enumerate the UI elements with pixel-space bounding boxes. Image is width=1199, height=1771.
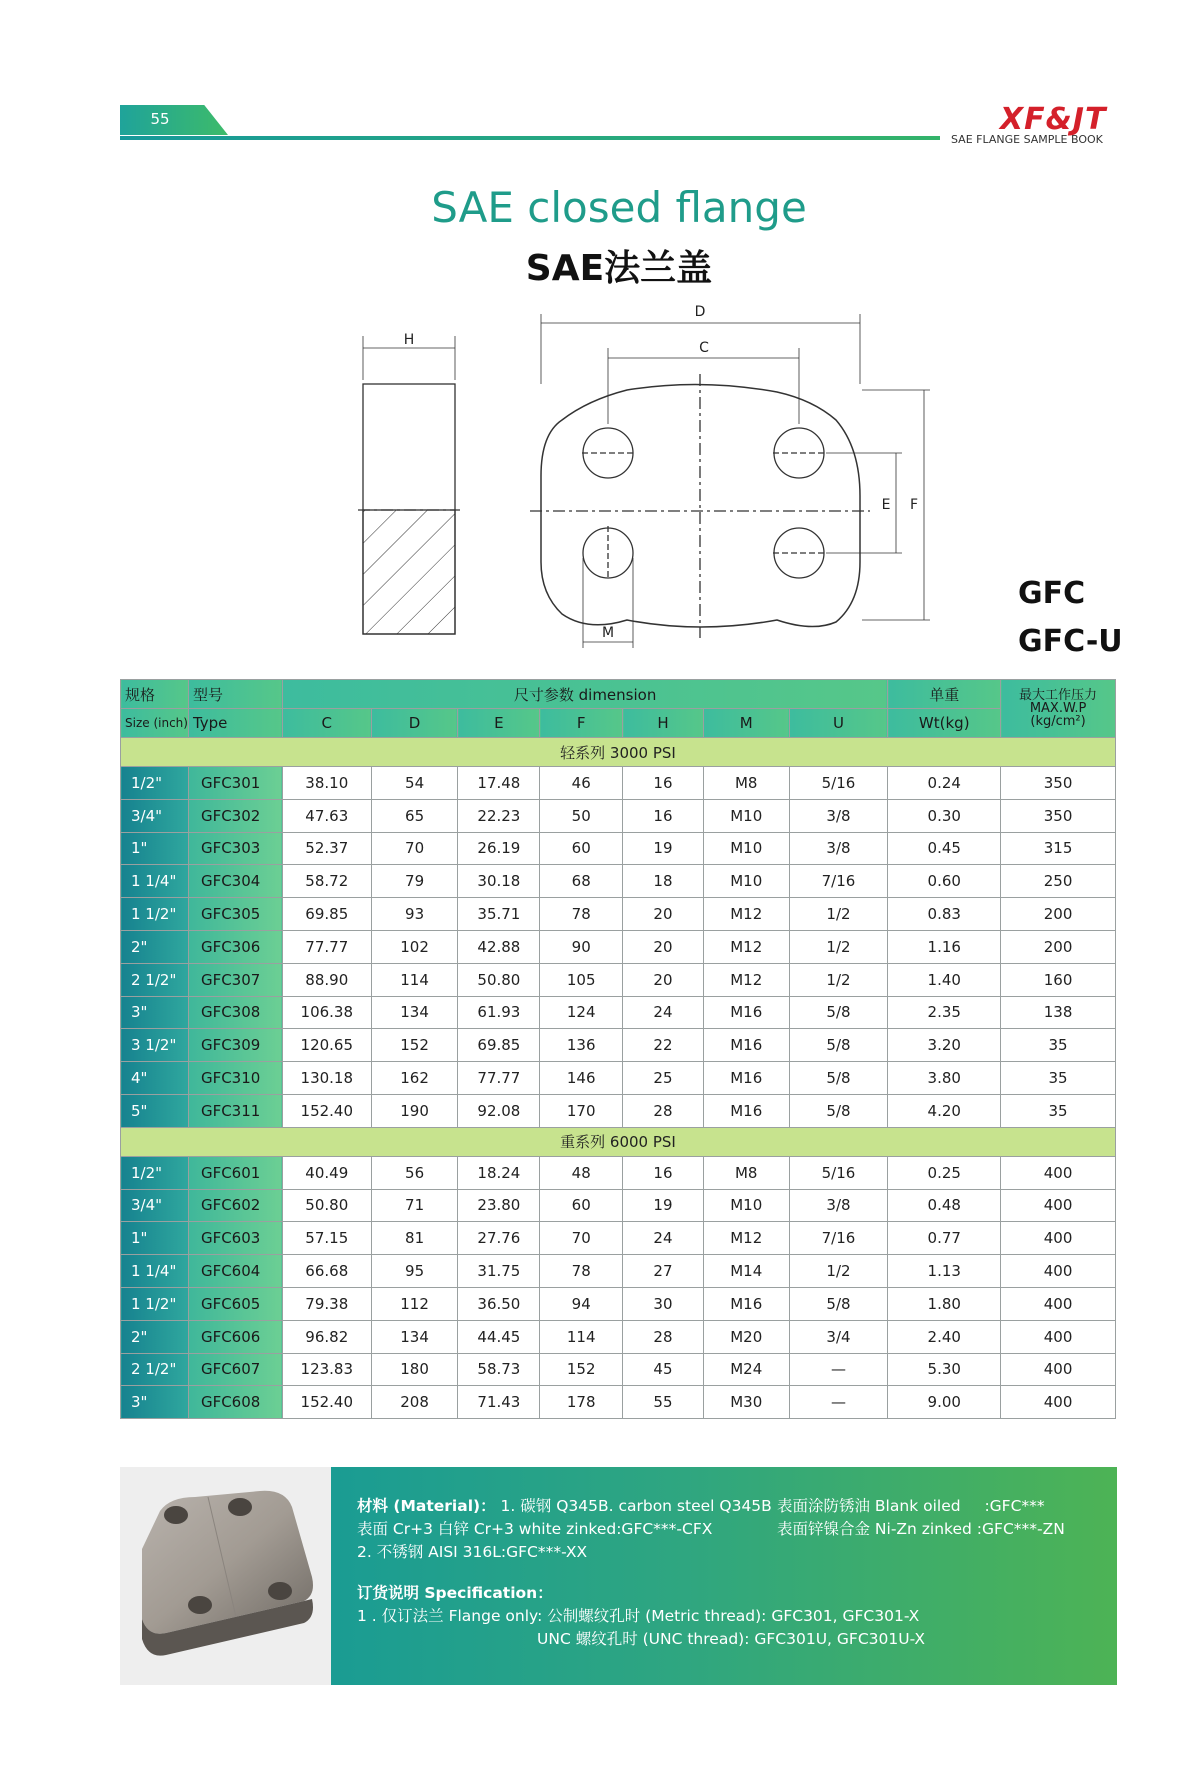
value-cell: 350 [1001, 767, 1116, 800]
value-cell: 38.10 [282, 767, 371, 800]
value-cell: 61.93 [458, 996, 540, 1029]
table-row [121, 1029, 1116, 1062]
product-code-gfc-u: GFC-U [1018, 624, 1123, 659]
value-cell: 5/8 [789, 1094, 888, 1127]
value-cell: 400 [1001, 1353, 1116, 1386]
material-line-1: 1. 碳钢 Q345B. carbon steel Q345B [500, 1497, 772, 1515]
value-cell: 35.71 [458, 898, 540, 931]
finish-1-label: 表面涂防锈油 Blank oiled [777, 1497, 961, 1515]
value-cell: 136 [540, 1029, 623, 1062]
value-cell: 1.40 [888, 963, 1001, 996]
value-cell: 57.15 [282, 1222, 371, 1255]
value-cell: 42.88 [458, 930, 540, 963]
table-row [121, 1320, 1116, 1353]
dim-label-c: C [699, 340, 709, 356]
size-cell: 1" [121, 1222, 189, 1255]
value-cell: 20 [623, 898, 704, 931]
table-row [121, 898, 1116, 931]
value-cell: 20 [623, 963, 704, 996]
value-cell: 35 [1001, 1062, 1116, 1095]
table-row [121, 865, 1116, 898]
value-cell: 3/4 [789, 1320, 888, 1353]
header-weight-en: Wt(kg) [888, 709, 1001, 738]
value-cell: 50.80 [282, 1189, 371, 1222]
value-cell: 30 [623, 1287, 704, 1320]
header-wp [1001, 680, 1116, 738]
type-cell: GFC311 [188, 1094, 282, 1127]
value-cell: M12 [703, 898, 789, 931]
value-cell: 45 [623, 1353, 704, 1386]
value-cell: 18 [623, 865, 704, 898]
value-cell: 200 [1001, 930, 1116, 963]
value-cell: 9.00 [888, 1386, 1001, 1419]
value-cell: 17.48 [458, 767, 540, 800]
type-cell: GFC601 [188, 1156, 282, 1189]
material-label: 材料 (Material)： [357, 1497, 496, 1515]
value-cell: — [789, 1353, 888, 1386]
type-cell: GFC603 [188, 1222, 282, 1255]
page-number: 55 [150, 110, 170, 128]
value-cell: 19 [623, 1189, 704, 1222]
value-cell: 56 [371, 1156, 458, 1189]
size-cell: 3 1/2" [121, 1029, 189, 1062]
value-cell: M8 [703, 767, 789, 800]
value-cell: 400 [1001, 1156, 1116, 1189]
value-cell: 71 [371, 1189, 458, 1222]
value-cell: 114 [371, 963, 458, 996]
value-cell: 162 [371, 1062, 458, 1095]
header-dim-u: U [789, 709, 888, 738]
value-cell: 2.40 [888, 1320, 1001, 1353]
value-cell: 70 [371, 832, 458, 865]
value-cell: 138 [1001, 996, 1116, 1029]
size-cell: 1 1/4" [121, 865, 189, 898]
value-cell: 400 [1001, 1189, 1116, 1222]
value-cell: — [789, 1386, 888, 1419]
value-cell: 66.68 [282, 1255, 371, 1288]
type-cell: GFC308 [188, 996, 282, 1029]
value-cell: M12 [703, 1222, 789, 1255]
value-cell: 400 [1001, 1255, 1116, 1288]
value-cell: 315 [1001, 832, 1116, 865]
type-cell: GFC605 [188, 1287, 282, 1320]
value-cell: 190 [371, 1094, 458, 1127]
value-cell: M10 [703, 832, 789, 865]
value-cell: 134 [371, 996, 458, 1029]
header-size-cn: 规格 [121, 680, 189, 709]
value-cell: 47.63 [282, 799, 371, 832]
value-cell: 130.18 [282, 1062, 371, 1095]
value-cell: 1/2 [789, 898, 888, 931]
value-cell: 69.85 [458, 1029, 540, 1062]
value-cell: 5.30 [888, 1353, 1001, 1386]
value-cell: 94 [540, 1287, 623, 1320]
table-row [121, 799, 1116, 832]
value-cell: 26.19 [458, 832, 540, 865]
header-dim-m: M [703, 709, 789, 738]
value-cell: 5/8 [789, 996, 888, 1029]
series-row [121, 1127, 1116, 1156]
value-cell: 22 [623, 1029, 704, 1062]
table-row [121, 963, 1116, 996]
value-cell: 52.37 [282, 832, 371, 865]
type-cell: GFC304 [188, 865, 282, 898]
size-cell: 3" [121, 1386, 189, 1419]
value-cell: 70 [540, 1222, 623, 1255]
value-cell: 1/2 [789, 930, 888, 963]
type-cell: GFC604 [188, 1255, 282, 1288]
value-cell: 18.24 [458, 1156, 540, 1189]
type-cell: GFC602 [188, 1189, 282, 1222]
type-cell: GFC306 [188, 930, 282, 963]
table-row [121, 996, 1116, 1029]
value-cell: 78 [540, 898, 623, 931]
product-code-gfc: GFC [1018, 576, 1086, 611]
dim-label-m: M [601, 625, 615, 641]
value-cell: 350 [1001, 799, 1116, 832]
size-cell: 1" [121, 832, 189, 865]
value-cell: 40.49 [282, 1156, 371, 1189]
size-cell: 1 1/2" [121, 1287, 189, 1320]
value-cell: 250 [1001, 865, 1116, 898]
table-row [121, 767, 1116, 800]
value-cell: 400 [1001, 1287, 1116, 1320]
value-cell: M16 [703, 1094, 789, 1127]
value-cell: 79 [371, 865, 458, 898]
value-cell: 124 [540, 996, 623, 1029]
type-cell: GFC307 [188, 963, 282, 996]
value-cell: 7/16 [789, 865, 888, 898]
size-cell: 3/4" [121, 1189, 189, 1222]
value-cell: 78 [540, 1255, 623, 1288]
order-line-1: 1 . 仅订法兰 Flange only: 公制螺纹孔时 (Metric thread): GFC301, GFC301-X [357, 1607, 920, 1625]
flange-technical-drawing [330, 296, 970, 656]
value-cell: 30.18 [458, 865, 540, 898]
size-cell: 5" [121, 1094, 189, 1127]
book-title: SAE FLANGE SAMPLE BOOK [951, 133, 1103, 146]
value-cell: M20 [703, 1320, 789, 1353]
value-cell: 400 [1001, 1320, 1116, 1353]
value-cell: M16 [703, 996, 789, 1029]
size-cell: 3/4" [121, 799, 189, 832]
header-wp-cn: 最大工作压力 [1019, 688, 1098, 703]
header-dim-d: D [371, 709, 458, 738]
value-cell: 170 [540, 1094, 623, 1127]
value-cell: 55 [623, 1386, 704, 1419]
value-cell: 152.40 [282, 1386, 371, 1419]
value-cell: 123.83 [282, 1353, 371, 1386]
finish-2-code: :GFC***-ZN [976, 1520, 1065, 1538]
material-line-3: 2. 不锈钢 AISI 316L:GFC***-XX [357, 1543, 588, 1561]
value-cell: 96.82 [282, 1320, 371, 1353]
value-cell: M12 [703, 963, 789, 996]
header-dim-f: F [540, 709, 623, 738]
value-cell: 20 [623, 930, 704, 963]
value-cell: 50 [540, 799, 623, 832]
table-row [121, 1255, 1116, 1288]
value-cell: 105 [540, 963, 623, 996]
brand-logo: XF&JT [1000, 102, 1107, 137]
value-cell: M10 [703, 1189, 789, 1222]
value-cell: 48 [540, 1156, 623, 1189]
value-cell: 5/8 [789, 1029, 888, 1062]
table-row [121, 1062, 1116, 1095]
finish-line-2 [777, 1517, 1065, 1539]
value-cell: 71.43 [458, 1386, 540, 1419]
type-cell: GFC310 [188, 1062, 282, 1095]
value-cell: 90 [540, 930, 623, 963]
series-label: 重系列 6000 PSI [121, 1127, 1116, 1156]
table-row [121, 1287, 1116, 1320]
dim-label-e: E [881, 497, 891, 513]
value-cell: 0.60 [888, 865, 1001, 898]
size-cell: 4" [121, 1062, 189, 1095]
value-cell: 46 [540, 767, 623, 800]
value-cell: 102 [371, 930, 458, 963]
value-cell: 77.77 [282, 930, 371, 963]
type-cell: GFC305 [188, 898, 282, 931]
type-cell: GFC309 [188, 1029, 282, 1062]
value-cell: 24 [623, 1222, 704, 1255]
value-cell: 31.75 [458, 1255, 540, 1288]
value-cell: 106.38 [282, 996, 371, 1029]
series-row [121, 738, 1116, 767]
finish-1-code: :GFC*** [984, 1497, 1045, 1515]
value-cell: 1/2 [789, 963, 888, 996]
value-cell: 81 [371, 1222, 458, 1255]
value-cell: 5/8 [789, 1287, 888, 1320]
header-dimension: 尺寸参数 dimension [282, 680, 888, 709]
order-label: 订货说明 Specification： [357, 1584, 553, 1602]
header-dim-h: H [623, 709, 704, 738]
value-cell: 1/2 [789, 1255, 888, 1288]
value-cell: 22.23 [458, 799, 540, 832]
value-cell: 1.13 [888, 1255, 1001, 1288]
header-rule [120, 136, 940, 140]
header-size-en: Size (inch) [121, 709, 189, 738]
header-weight-cn: 单重 [888, 680, 1001, 709]
value-cell: 16 [623, 1156, 704, 1189]
dim-label-d: D [694, 304, 706, 320]
material-spec-banner [331, 1467, 1117, 1685]
value-cell: 65 [371, 799, 458, 832]
value-cell: 35 [1001, 1029, 1116, 1062]
table-row [121, 1094, 1116, 1127]
value-cell: 200 [1001, 898, 1116, 931]
value-cell: M30 [703, 1386, 789, 1419]
value-cell: 0.30 [888, 799, 1001, 832]
value-cell: 28 [623, 1320, 704, 1353]
value-cell: 0.24 [888, 767, 1001, 800]
value-cell: 3/8 [789, 799, 888, 832]
table-row [121, 1156, 1116, 1189]
value-cell: 7/16 [789, 1222, 888, 1255]
value-cell: M24 [703, 1353, 789, 1386]
order-line-2: UNC 螺纹孔时 (UNC thread): GFC301U, GFC301U-X [537, 1630, 926, 1648]
header-type-en: Type [188, 709, 282, 738]
value-cell: 16 [623, 799, 704, 832]
value-cell: 3/8 [789, 832, 888, 865]
value-cell: M10 [703, 865, 789, 898]
value-cell: 400 [1001, 1222, 1116, 1255]
value-cell: 69.85 [282, 898, 371, 931]
value-cell: 95 [371, 1255, 458, 1288]
value-cell: 180 [371, 1353, 458, 1386]
value-cell: M14 [703, 1255, 789, 1288]
value-cell: 160 [1001, 963, 1116, 996]
value-cell: 5/16 [789, 1156, 888, 1189]
dim-label-h: H [403, 332, 415, 348]
value-cell: 152 [371, 1029, 458, 1062]
value-cell: 23.80 [458, 1189, 540, 1222]
header-wp-unit: (kg/cm²) [1030, 714, 1086, 729]
value-cell: 112 [371, 1287, 458, 1320]
table-row [121, 1386, 1116, 1419]
value-cell: 0.77 [888, 1222, 1001, 1255]
value-cell: 4.20 [888, 1094, 1001, 1127]
type-cell: GFC302 [188, 799, 282, 832]
value-cell: 2.35 [888, 996, 1001, 1029]
value-cell: 1.80 [888, 1287, 1001, 1320]
value-cell: 25 [623, 1062, 704, 1095]
value-cell: 3.20 [888, 1029, 1001, 1062]
value-cell: 28 [623, 1094, 704, 1127]
value-cell: 178 [540, 1386, 623, 1419]
value-cell: 19 [623, 832, 704, 865]
value-cell: 0.48 [888, 1189, 1001, 1222]
value-cell: 27.76 [458, 1222, 540, 1255]
value-cell: M10 [703, 799, 789, 832]
value-cell: 58.72 [282, 865, 371, 898]
value-cell: 1.16 [888, 930, 1001, 963]
page-title-en: SAE closed flange [431, 183, 807, 232]
value-cell: 5/8 [789, 1062, 888, 1095]
value-cell: 36.50 [458, 1287, 540, 1320]
header-wp-en: MAX.W.P [1029, 701, 1087, 716]
material-line-2: 表面 Cr+3 白锌 Cr+3 white zinked:GFC***-CFX [357, 1520, 713, 1538]
size-cell: 1/2" [121, 1156, 189, 1189]
value-cell: 16 [623, 767, 704, 800]
value-cell: 92.08 [458, 1094, 540, 1127]
size-cell: 2 1/2" [121, 963, 189, 996]
value-cell: 60 [540, 832, 623, 865]
value-cell: 93 [371, 898, 458, 931]
value-cell: 50.80 [458, 963, 540, 996]
size-cell: 2 1/2" [121, 1353, 189, 1386]
value-cell: 3/8 [789, 1189, 888, 1222]
header-dim-c: C [282, 709, 371, 738]
table-row [121, 1222, 1116, 1255]
spec-table [120, 679, 1116, 1419]
value-cell: 120.65 [282, 1029, 371, 1062]
value-cell: 146 [540, 1062, 623, 1095]
header-dim-e: E [458, 709, 540, 738]
value-cell: 3.80 [888, 1062, 1001, 1095]
flange-product-photo [120, 1467, 331, 1685]
value-cell: 24 [623, 996, 704, 1029]
value-cell: 5/16 [789, 767, 888, 800]
finish-2-label: 表面锌镍合金 Ni-Zn zinked [777, 1520, 972, 1538]
value-cell: 60 [540, 1189, 623, 1222]
value-cell: 0.83 [888, 898, 1001, 931]
type-cell: GFC301 [188, 767, 282, 800]
size-cell: 1/2" [121, 767, 189, 800]
value-cell: 152.40 [282, 1094, 371, 1127]
value-cell: 58.73 [458, 1353, 540, 1386]
value-cell: M16 [703, 1287, 789, 1320]
value-cell: 208 [371, 1386, 458, 1419]
value-cell: 77.77 [458, 1062, 540, 1095]
value-cell: M12 [703, 930, 789, 963]
table-row [121, 1353, 1116, 1386]
value-cell: 0.45 [888, 832, 1001, 865]
value-cell: 68 [540, 865, 623, 898]
value-cell: 134 [371, 1320, 458, 1353]
size-cell: 1 1/4" [121, 1255, 189, 1288]
value-cell: 0.25 [888, 1156, 1001, 1189]
page-title-cn: SAE法兰盖 [525, 248, 713, 289]
size-cell: 2" [121, 1320, 189, 1353]
size-cell: 1 1/2" [121, 898, 189, 931]
table-row [121, 1189, 1116, 1222]
table-row [121, 930, 1116, 963]
series-label: 轻系列 3000 PSI [121, 738, 1116, 767]
type-cell: GFC606 [188, 1320, 282, 1353]
spec-table-body [121, 738, 1116, 1419]
value-cell: 44.45 [458, 1320, 540, 1353]
finish-line-1 [777, 1494, 1045, 1516]
value-cell: 88.90 [282, 963, 371, 996]
value-cell: 27 [623, 1255, 704, 1288]
type-cell: GFC608 [188, 1386, 282, 1419]
value-cell: M16 [703, 1029, 789, 1062]
header-type-cn: 型号 [188, 680, 282, 709]
type-cell: GFC607 [188, 1353, 282, 1386]
value-cell: 79.38 [282, 1287, 371, 1320]
value-cell: M16 [703, 1062, 789, 1095]
value-cell: 35 [1001, 1094, 1116, 1127]
value-cell: 152 [540, 1353, 623, 1386]
value-cell: 114 [540, 1320, 623, 1353]
value-cell: M8 [703, 1156, 789, 1189]
size-cell: 2" [121, 930, 189, 963]
value-cell: 54 [371, 767, 458, 800]
value-cell: 400 [1001, 1386, 1116, 1419]
type-cell: GFC303 [188, 832, 282, 865]
table-row [121, 832, 1116, 865]
dim-label-f: F [909, 497, 919, 513]
size-cell: 3" [121, 996, 189, 1029]
